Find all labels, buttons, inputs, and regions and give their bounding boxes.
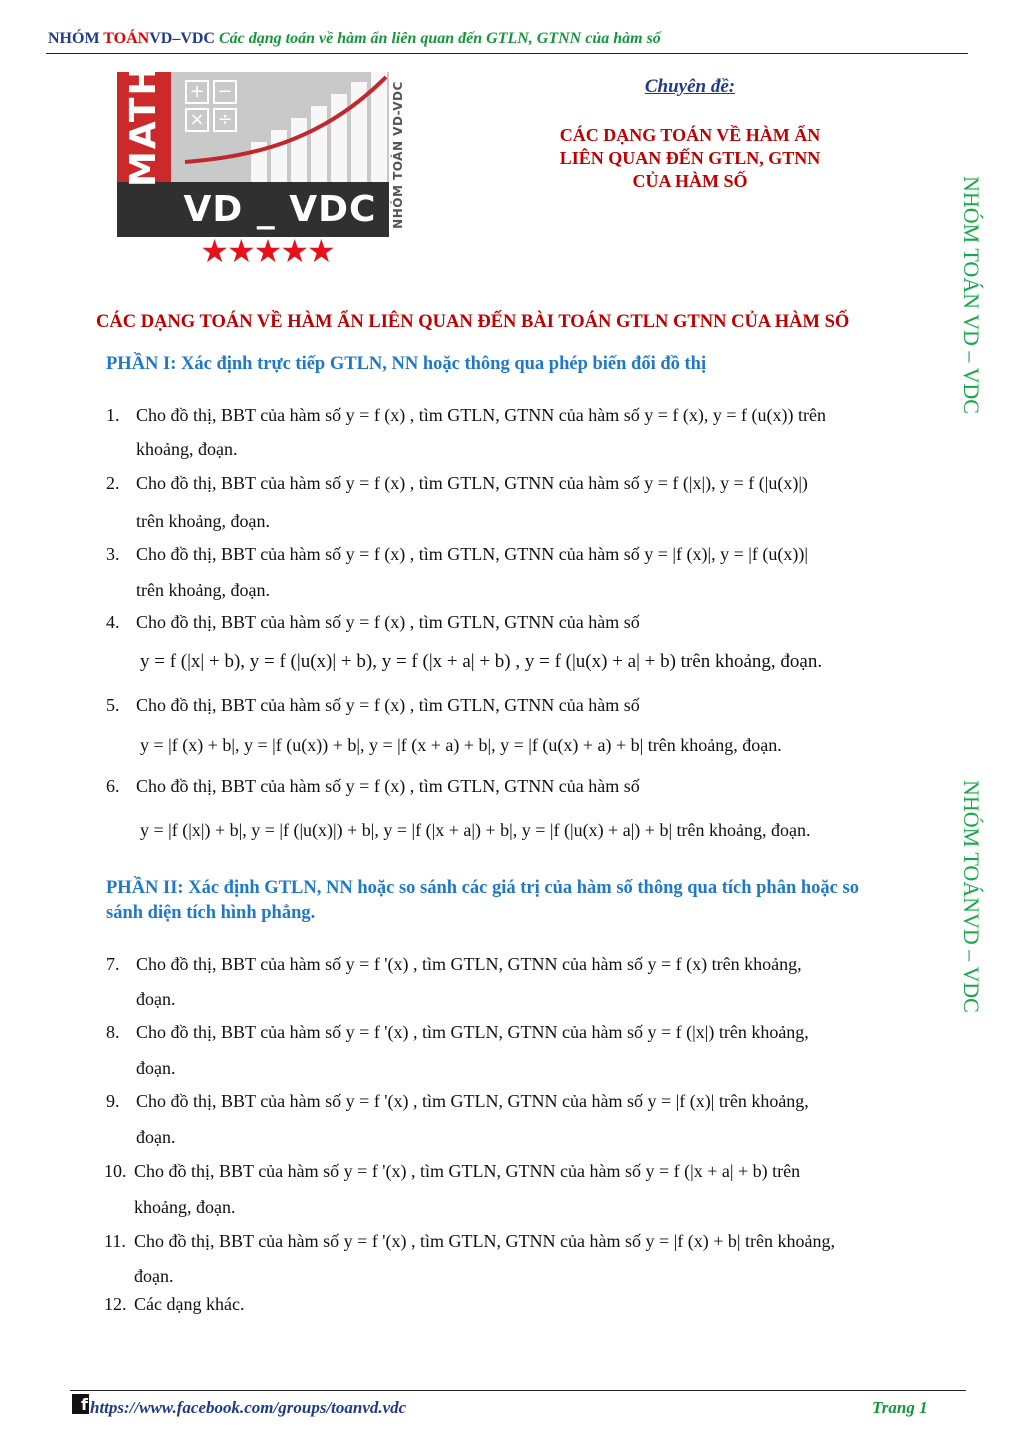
logo-stars: ★★★★★ <box>200 232 334 270</box>
item-text: Cho đồ thị, BBT của hàm số y = f (x) , tìm GTLN, GTNN của hàm số <box>136 695 640 715</box>
item-number: 10. <box>104 1161 127 1181</box>
list-item <box>106 1021 966 1077</box>
item-text: Các dạng khác. <box>134 1294 245 1314</box>
item-number: 8. <box>106 1022 120 1042</box>
item-number: 6. <box>106 776 120 796</box>
list-item <box>104 1230 966 1286</box>
main-title: CÁC DẠNG TOÁN VỀ HÀM ẨN LIÊN QUAN ĐẾN BÀI TOÁN GTLN GTNN CỦA HÀM SỐ <box>96 312 850 332</box>
item-text-continued: trên khoảng, đoạn. <box>136 511 270 531</box>
page-number: Trang 1 <box>872 1398 928 1417</box>
list-item <box>106 775 966 845</box>
divide-icon: ÷ <box>213 108 237 132</box>
header-subtitle: Các dạng toán về hàm ẩn liên quan đến GTLN, GTNN của hàm số <box>218 30 661 47</box>
plus-icon: + <box>185 80 209 104</box>
topic-title <box>520 124 860 193</box>
item-text-continued: đoạn. <box>136 1127 176 1147</box>
item-number: 1. <box>106 405 120 425</box>
topic-title-line: CÁC DẠNG TOÁN VỀ HÀM ẨN <box>559 125 821 145</box>
item-formula: y = f (|x| + b), y = f (|u(x)| + b), y = f (|x + a| + b) , y = f (|u(x) + a| + b) trên khoảng, đoạn. <box>140 651 823 672</box>
list-item <box>104 1160 966 1216</box>
item-number: 3. <box>106 544 120 564</box>
part2-title-line: sánh diện tích hình phẳng. <box>106 903 316 923</box>
list-item <box>106 611 966 681</box>
topic-label: Chuyên đề: <box>644 76 736 97</box>
minus-icon: − <box>213 80 237 104</box>
item-text: Cho đồ thị, BBT của hàm số y = f '(x) , tìm GTLN, GTNN của hàm số y = f (|x|) trên khoảng, <box>136 1022 809 1042</box>
item-text-continued: đoạn. <box>136 989 176 1009</box>
multiply-icon: × <box>185 108 209 132</box>
item-text: Cho đồ thị, BBT của hàm số y = f (x) , tìm GTLN, GTNN của hàm số y = |f (x)|, y = |f (u(x))| <box>136 544 808 564</box>
part1-title: PHẦN I: Xác định trực tiếp GTLN, NN hoặc thông qua phép biến đổi đồ thị <box>106 354 707 374</box>
header-divider <box>46 53 968 54</box>
topic-title-line: LIÊN QUAN ĐẾN GTLN, GTNN <box>559 148 821 168</box>
item-number: 9. <box>106 1091 120 1111</box>
logo-word: MATH <box>123 63 164 187</box>
item-text: Cho đồ thị, BBT của hàm số y = f '(x) , tìm GTLN, GTNN của hàm số y = f (|x + a| + b) trên <box>134 1161 801 1181</box>
item-text-continued: trên khoảng, đoạn. <box>136 580 270 600</box>
item-text: Cho đồ thị, BBT của hàm số y = f (x) , tìm GTLN, GTNN của hàm số <box>136 612 640 632</box>
logo-side-text: NHÓM TOÁN VD-VDC <box>391 81 405 229</box>
item-text: Cho đồ thị, BBT của hàm số y = f '(x) , tìm GTLN, GTNN của hàm số y = |f (x)| trên khoảng, <box>136 1091 809 1111</box>
side-watermark-top: NHÓM TOÁN VD – VDC <box>959 176 984 414</box>
side-watermark-bottom: NHÓM TOÁNVD – VDC <box>959 780 984 1013</box>
item-number: 2. <box>106 473 120 493</box>
list-item <box>106 1090 966 1146</box>
item-text-continued: đoạn. <box>134 1266 174 1286</box>
item-text: Cho đồ thị, BBT của hàm số y = f (x) , tìm GTLN, GTNN của hàm số y = f (x), y = f (u(x)) trên <box>136 405 826 425</box>
item-number: 7. <box>106 954 120 974</box>
item-text: Cho đồ thị, BBT của hàm số y = f '(x) , tìm GTLN, GTNN của hàm số y = |f (x) + b| trên khoảng, <box>134 1231 835 1251</box>
math-logo <box>117 63 417 272</box>
logo-left-band-dark <box>117 182 171 237</box>
list-item <box>106 404 966 460</box>
item-text-continued: đoạn. <box>136 1058 176 1078</box>
item-text: Cho đồ thị, BBT của hàm số y = f (x) , tìm GTLN, GTNN của hàm số <box>136 776 640 796</box>
page-header <box>48 30 968 48</box>
item-text-continued: khoảng, đoạn. <box>136 439 238 459</box>
list-item <box>106 953 966 1009</box>
item-number: 12. <box>104 1294 127 1314</box>
item-number: 5. <box>106 695 120 715</box>
topic-title-line: CỦA HÀM SỐ <box>632 171 748 191</box>
list-item <box>104 1293 966 1319</box>
part2-title <box>106 876 956 926</box>
item-formula: y = |f (x) + b|, y = |f (u(x)) + b|, y = |f (x + a) + b|, y = |f (u(x) + a) + b| trên khoảng, đoạn. <box>140 735 782 755</box>
item-text-continued: khoảng, đoạn. <box>134 1197 236 1217</box>
header-group-part3: VD–VDC <box>149 30 215 47</box>
footer-divider <box>70 1390 966 1391</box>
header-group-part1: NHÓM <box>48 30 100 47</box>
item-number: 11. <box>104 1231 126 1251</box>
item-text: Cho đồ thị, BBT của hàm số y = f (x) , tìm GTLN, GTNN của hàm số y = f (|x|), y = f (|u(x)|) <box>136 473 808 493</box>
facebook-group-link[interactable]: https://www.facebook.com/groups/toanvd.vdc <box>90 1398 407 1417</box>
item-formula: y = |f (|x|) + b|, y = |f (|u(x)|) + b|, y = |f (|x + a|) + b|, y = |f (|u(x) + a|) + b| trên khoảng, đoạn. <box>140 820 811 840</box>
part2-title-line: PHẦN II: Xác định GTLN, NN hoặc so sánh các giá trị của hàm số thông qua tích phân hoặc so <box>106 878 859 898</box>
header-group-part2: TOÁN <box>103 30 150 47</box>
facebook-icon: f <box>72 1394 89 1414</box>
item-text: Cho đồ thị, BBT của hàm số y = f '(x) , tìm GTLN, GTNN của hàm số y = f (x) trên khoảng, <box>136 954 802 974</box>
list-item <box>106 472 966 531</box>
list-item <box>106 543 966 599</box>
logo-bar-text: VD _ VDC <box>171 182 389 237</box>
list-item <box>106 694 966 764</box>
logo-operator-grid <box>185 80 241 136</box>
item-number: 4. <box>106 612 120 632</box>
